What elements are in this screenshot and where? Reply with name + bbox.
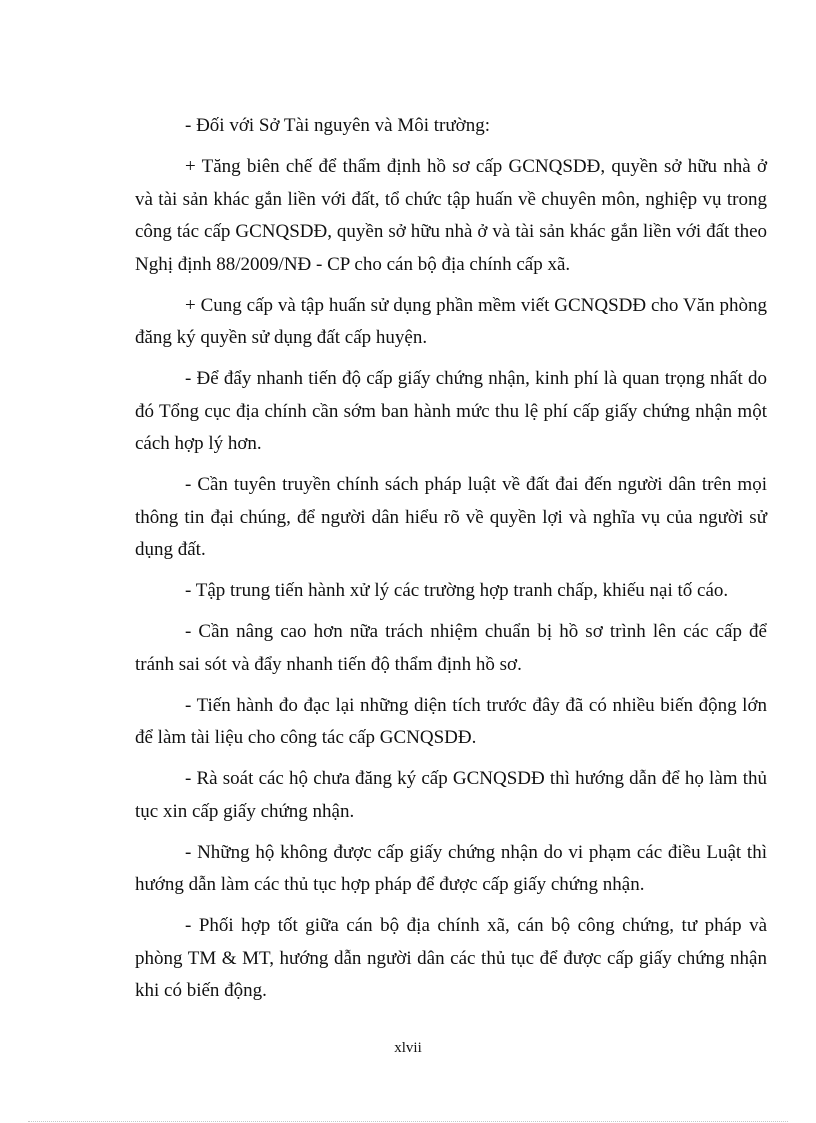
paragraph-coordination: - Phối hợp tốt giữa cán bộ địa chính xã, cán bộ công chứng, tư pháp và phòng TM & MT, hướng dẫn người dân các thủ tục để được cấp giấy chứng nhận khi có biến động. — [135, 915, 767, 1001]
paragraph-propaganda: - Cần tuyên truyền chính sách pháp luật về đất đai đến người dân trên mọi thông tin đại chúng, để người dân hiểu rõ về quyền lợi và nghĩa vụ của người sử dụng đất. — [135, 474, 767, 560]
page-bottom-divider — [28, 1121, 788, 1122]
paragraph-staffing: + Tăng biên chế để thẩm định hồ sơ cấp GCNQSDĐ, quyền sở hữu nhà ở và tài sản khác gắn liền với đất, tổ chức tập huấn về chuyên môn, nghiệp vụ trong công tác cấp GCNQSDĐ, quyền sở hữu nhà ở và tài sản khác gắn liền với đất theo Nghị định 88/2009/NĐ - CP cho cán bộ địa chính cấp xã. — [135, 156, 767, 275]
paragraph-violations: - Những hộ không được cấp giấy chứng nhận do vi phạm các điều Luật thì hướng dẫn làm các thủ tục hợp pháp để được cấp giấy chứng nhận. — [135, 841, 767, 895]
paragraph-review-households: - Rà soát các hộ chưa đăng ký cấp GCNQSDĐ thì hướng dẫn để họ làm thủ tục xin cấp giấy chứng nhận. — [135, 768, 767, 822]
page-number: xlvii — [394, 1040, 422, 1056]
paragraph-disputes: - Tập trung tiến hành xử lý các trường hợp tranh chấp, khiếu nại tố cáo. — [185, 580, 729, 601]
paragraph-resurvey: - Tiến hành đo đạc lại những diện tích trước đây đã có nhiều biến động lớn để làm tài liệu cho công tác cấp GCNQSDĐ. — [135, 694, 767, 748]
paragraph-responsibility: - Cần nâng cao hơn nữa trách nhiệm chuẩn bị hồ sơ trình lên các cấp để tránh sai sót và đẩy nhanh tiến độ thẩm định hồ sơ. — [135, 621, 767, 675]
paragraph-software-training: + Cung cấp và tập huấn sử dụng phần mềm viết GCNQSDĐ cho Văn phòng đăng ký quyền sử dụng đất cấp huyện. — [135, 294, 767, 348]
paragraph-funding: - Để đẩy nhanh tiến độ cấp giấy chứng nhận, kinh phí là quan trọng nhất do đó Tổng cục địa chính cần sớm ban hành mức thu lệ phí cấp giấy chứng nhận một cách hợp lý hơn. — [135, 368, 767, 454]
document-body — [135, 110, 767, 1016]
paragraph-dept-heading: - Đối với Sở Tài nguyên và Môi trường: — [185, 115, 491, 136]
